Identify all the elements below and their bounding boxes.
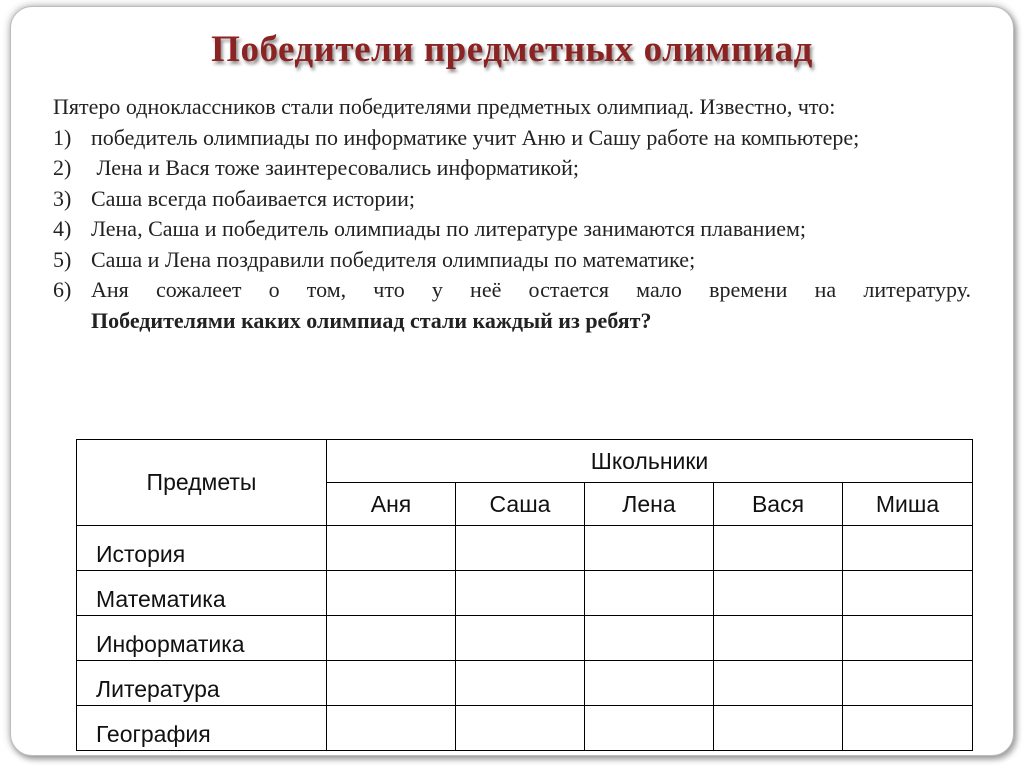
slide-title: Победители предметных олимпиад [211, 29, 813, 70]
problem-statement [53, 92, 971, 336]
student-name: Вася [714, 483, 843, 526]
student-name: Миша [843, 483, 973, 526]
condition-number: 2) [53, 155, 72, 180]
subject-name: Математика [77, 571, 327, 616]
condition-item [53, 123, 971, 154]
answer-cell[interactable] [327, 661, 456, 706]
subject-name: Литература [77, 661, 327, 706]
answer-cell[interactable] [456, 706, 585, 751]
answer-cell[interactable] [714, 571, 843, 616]
table-row [77, 526, 973, 571]
answer-cell[interactable] [843, 616, 973, 661]
answer-cell[interactable] [585, 526, 714, 571]
answer-cell[interactable] [456, 526, 585, 571]
table-row [77, 661, 973, 706]
student-name: Саша [456, 483, 585, 526]
problem-question: Победителями каких олимпиад стали каждый из ребят? [91, 307, 652, 333]
answer-cell[interactable] [843, 661, 973, 706]
answer-cell[interactable] [327, 571, 456, 616]
answer-cell[interactable] [843, 526, 973, 571]
student-name: Лена [585, 483, 714, 526]
condition-item [53, 245, 971, 276]
answer-cell[interactable] [585, 706, 714, 751]
condition-item [53, 214, 971, 245]
condition-text: победитель олимпиады по информатике учит Аню и Сашу работе на компьютере; [91, 124, 860, 150]
answer-cell[interactable] [585, 571, 714, 616]
table-row [77, 616, 973, 661]
condition-text: Лена и Вася тоже заинтересовались информатикой; [91, 155, 579, 180]
answer-cell[interactable] [585, 661, 714, 706]
condition-text: Саша и Лена поздравили победителя олимпиады по математике; [91, 246, 696, 272]
subjects-header: Предметы [77, 440, 327, 526]
condition-item [53, 275, 971, 306]
problem-intro: Пятеро одноклассников стали победителями предметных олимпиад. Известно, что: [53, 94, 836, 119]
answer-cell[interactable] [456, 661, 585, 706]
table-row [77, 571, 973, 616]
subject-name: География [77, 706, 327, 751]
answer-cell[interactable] [714, 706, 843, 751]
students-header: Школьники [327, 440, 973, 483]
answer-cell[interactable] [714, 661, 843, 706]
student-name: Аня [327, 483, 456, 526]
answer-cell[interactable] [327, 526, 456, 571]
subject-name: История [77, 526, 327, 571]
condition-number: 4) [53, 216, 72, 241]
answer-cell[interactable] [585, 616, 714, 661]
condition-text: Лена, Саша и победитель олимпиады по литературе занимаются плаванием; [91, 216, 807, 241]
condition-item [53, 184, 971, 215]
condition-number: 3) [53, 185, 72, 211]
condition-number: 5) [53, 246, 72, 272]
answer-cell[interactable] [714, 616, 843, 661]
logic-grid-table [76, 439, 973, 751]
condition-number: 1) [53, 124, 72, 150]
answer-cell[interactable] [714, 526, 843, 571]
condition-number: 6) [53, 277, 72, 302]
answer-cell[interactable] [843, 571, 973, 616]
answer-cell[interactable] [456, 616, 585, 661]
condition-item [53, 153, 971, 184]
condition-text: Аня сожалеет о том, что у неё остается мало времени на литературу. [91, 277, 971, 302]
condition-text: Саша всегда побаивается истории; [91, 185, 416, 211]
answer-cell[interactable] [843, 706, 973, 751]
answer-cell[interactable] [327, 616, 456, 661]
table-row [77, 706, 973, 751]
answer-cell[interactable] [456, 571, 585, 616]
answer-cell[interactable] [327, 706, 456, 751]
subject-name: Информатика [77, 616, 327, 661]
